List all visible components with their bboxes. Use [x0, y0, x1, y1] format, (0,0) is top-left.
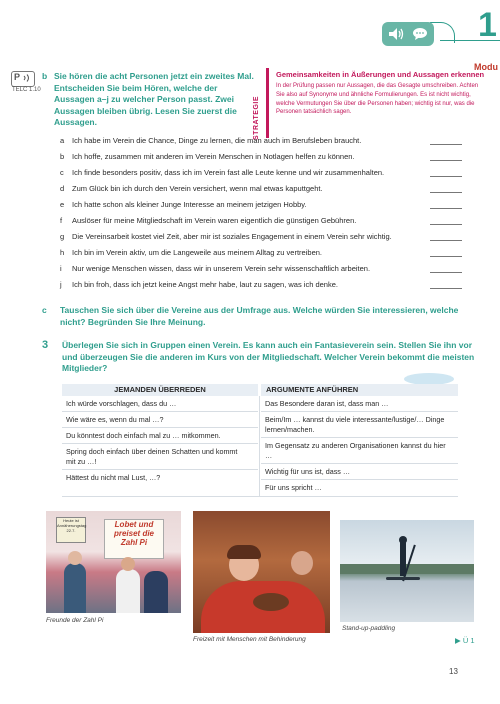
statement-letter: f [60, 216, 63, 225]
answer-blank[interactable] [430, 144, 462, 145]
section-c-letter: c [42, 305, 47, 315]
statement-item [60, 135, 500, 147]
statement-letter: h [60, 248, 65, 257]
statement-text: Ich habe im Verein die Chance, Dinge zu lernen, die man auch im Berufsleben braucht. [72, 136, 362, 145]
statement-letter: b [60, 152, 65, 161]
photo-figure [64, 563, 86, 613]
table-divider [259, 396, 260, 496]
strategy-text: In der Prüfung passen nur Aussagen, die das Gesagte umschreiben. Achten Sie also auf Synonyme und ähnliche Formulierungen. Es ist nicht wichtig, welche Vermutungen Sie über die Personen haben; wichtig ist nur, was die Personen tatsächlich sagen. [276, 83, 479, 116]
table-row-rule [261, 411, 458, 412]
strategy-label-text: STRATEGIE [253, 95, 260, 140]
modul-label: Modu [474, 62, 498, 72]
table-row-rule [261, 437, 458, 438]
photo-music-leisure [193, 511, 330, 633]
photo-banner: Heute ist Annäherungstag 22.7. [56, 517, 86, 543]
strategy-bar [266, 68, 269, 138]
statement-letter: j [60, 280, 62, 289]
photo-figure [116, 569, 140, 613]
table-row-rule [261, 479, 458, 480]
statement-text: Ich hoffe, zusammen mit anderen im Verein Menschen in Notlagen helfen zu können. [72, 152, 355, 161]
answer-blank[interactable] [430, 160, 462, 161]
strategy-vertical-label [253, 70, 263, 140]
photo-hair [227, 545, 261, 559]
statement-item [60, 167, 500, 179]
photo-pi-friends [46, 511, 181, 613]
table-cell-left: Spring doch einfach über deinen Schatten und kommt mit zu …! [66, 447, 238, 466]
section-b-letter: b [42, 71, 48, 81]
statement-text: Die Vereinsarbeit kostet viel Zeit, aber mir ist soziales Engagement in einem Verein sehr wichtig. [72, 232, 392, 241]
answer-blank[interactable] [430, 208, 462, 209]
statement-item [60, 279, 500, 291]
table-row-rule [62, 411, 258, 412]
statement-item [60, 183, 500, 195]
table-row-rule [62, 427, 258, 428]
photo-figure-head [291, 551, 313, 575]
table-cell-right: Beim/Im … kannst du viele interessante/lustige/… Dinge lernen/machen. [265, 415, 445, 434]
statement-text: Auslöser für meine Mitgliedschaft im Verein waren eigentlich die günstigen Gebühren. [72, 216, 357, 225]
statement-item [60, 247, 500, 259]
table-cell-left: Du könntest doch einfach mal zu … mitkommen. [66, 431, 221, 440]
statement-item [60, 215, 500, 227]
statement-letter: g [60, 232, 65, 241]
photo-caption: Stand-up-paddling [342, 625, 396, 632]
table-cell-right: Für uns spricht … [265, 483, 322, 492]
photo-board [386, 577, 420, 580]
photo-caption: Freizeit mit Menschen mit Behinderung [193, 636, 306, 643]
answer-blank[interactable] [430, 192, 462, 193]
statement-item [60, 199, 500, 211]
statement-text: Zum Glück bin ich durch den Verein versichert, wenn mal etwas kaputtgeht. [72, 184, 323, 193]
task-instruction: Überlegen Sie sich in Gruppen einen Verein. Es kann auch ein Fantasieverein sein. Stellen Sie ihn vor und überzeugen Sie die anderen im Kurs von der Mitgliedschaft. Welcher Verein bekommt die meisten Mitglieder? [62, 340, 475, 373]
audio-track-code: TELC 1.10 [12, 87, 41, 93]
statement-letter: d [60, 184, 65, 193]
exercise-reference-link[interactable]: ▶ Ü 1 [455, 636, 475, 645]
answer-blank[interactable] [430, 288, 462, 289]
section-c-instruction: Tauschen Sie sich über die Vereine aus der Umfrage aus. Welche würden Sie interessieren, welche nicht? Begründen Sie Ihre Meinung. [60, 305, 459, 327]
statement-text: Ich bin froh, dass ich jetzt keine Angst mehr habe, laut zu sagen, was ich denke. [72, 280, 338, 289]
photo-figure-head [68, 551, 82, 565]
task-number: 3 [42, 339, 49, 351]
table-cell-left: Wie wäre es, wenn du mal …? [66, 415, 164, 424]
section-b-instruction: Sie hören die acht Personen jetzt ein zweites Mal. Entscheiden Sie beim Hören, welche der Aussagen a–j zu welcher Person passt. Zwei Aussagen bleiben übrig. Lesen Sie zuerst die Aussagen. [54, 71, 254, 127]
table-header-right: ARGUMENTE ANFÜHREN [261, 384, 458, 396]
table-cell-right: Wichtig für uns ist, dass … [265, 467, 351, 476]
statement-item [60, 151, 500, 163]
statement-text: Ich finde besonders positiv, dass ich im Verein fast alle Leute kenne und wir zusammenhalten. [72, 168, 385, 177]
answer-blank[interactable] [430, 224, 462, 225]
statement-letter: c [60, 168, 64, 177]
table-row-rule [62, 443, 258, 444]
table-cell-right: Das Besondere daran ist, dass man … [265, 399, 389, 408]
statement-letter: e [60, 200, 65, 209]
statement-text: Ich hatte schon als kleiner Junge Interesse an meinem jetzigen Hobby. [72, 200, 307, 209]
photo-caption: Freunde der Zahl Pi [46, 617, 104, 624]
speaker-icon[interactable] [388, 27, 406, 41]
page-number: 13 [449, 667, 458, 676]
answer-blank[interactable] [430, 176, 462, 177]
statement-item [60, 231, 500, 243]
statement-text: Ich bin im Verein aktiv, um die Langeweile aus meinem Alltag zu vertreiben. [72, 248, 322, 257]
audio-wave-icon [23, 73, 32, 83]
photo-figure [144, 571, 168, 613]
photo-stand-up-paddling [340, 520, 474, 622]
table-header-left: JEMANDEN ÜBERREDEN [62, 384, 258, 396]
table-cell-right: Im Gegensatz zu anderen Organisationen kannst du hier … [265, 441, 446, 460]
photo-drum [253, 593, 289, 611]
statement-text: Nur wenige Menschen wissen, dass wir in unserem Verein sehr wissenschaftlich arbeiten. [72, 264, 371, 273]
table-row-rule [62, 469, 258, 470]
statement-item [60, 263, 500, 275]
answer-blank[interactable] [430, 256, 462, 257]
photo-sign: Lobet und preiset die Zahl Pi [104, 519, 164, 559]
strategy-title: Gemeinsamkeiten in Äußerungen und Aussagen erkennen [276, 70, 485, 79]
answer-blank[interactable] [430, 272, 462, 273]
answer-blank[interactable] [430, 240, 462, 241]
statement-letter: a [60, 136, 65, 145]
statement-letter: i [60, 264, 62, 273]
speech-bubble-icon[interactable] [412, 27, 428, 41]
table-row-rule [261, 463, 458, 464]
photo-paddler-head [399, 536, 407, 544]
chapter-number: 1 [478, 6, 497, 44]
audio-label: P [14, 72, 21, 82]
table-cell-left: Ich würde vorschlagen, dass du … [66, 399, 177, 408]
table-cell-left: Hättest du nicht mal Lust, …? [66, 473, 161, 482]
photo-figure-head [121, 557, 135, 571]
